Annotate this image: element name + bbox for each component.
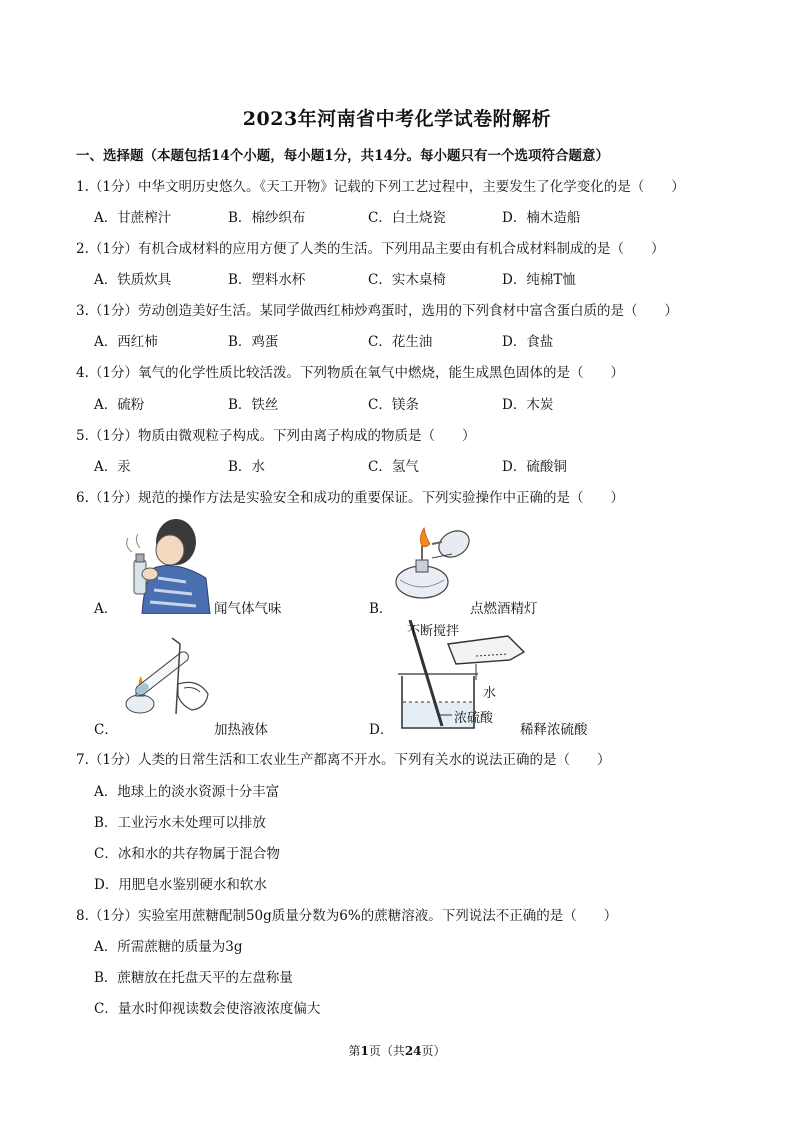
question-7-stem: 7.（1分）人类的日常生活和工农业生产都离不开水。下列有关水的说法正确的是（ ）	[76, 752, 611, 768]
question-3-stem: 3.（1分）劳动创造美好生活。某同学做西红柿炒鸡蛋时，选用的下列食材中富含蛋白质的是（ ）	[76, 303, 678, 319]
page-title: 2023年河南省中考化学试卷附解析	[242, 108, 552, 130]
option-a: A．所需蔗糖的质量为3g	[94, 939, 243, 955]
question-5-stem: 5.（1分）物质由微观粒子构成。下列由离子构成的物质是（ ）	[76, 428, 476, 444]
question-1-stem: 1.（1分）中华文明历史悠久。《天工开物》记载的下列工艺过程中，主要发生了化学变化的是（ ）	[76, 179, 685, 195]
option-b: B．蔗糖放在托盘天平的左盘称量	[94, 970, 293, 986]
smell-gas-illustration	[114, 508, 214, 614]
option-a: A．硫粉	[94, 397, 145, 413]
option-c: C．白土烧瓷	[368, 210, 446, 226]
option-c: C．实木桌椅	[368, 272, 446, 288]
option-c: C．氢气	[368, 459, 419, 475]
alcohol-lamp-illustration	[392, 518, 476, 604]
option-d: D．纯棉T恤	[502, 272, 576, 288]
question-6-stem: 6.（1分）规范的操作方法是实验安全和成功的重要保证。下列实验操作中正确的是（ ）	[76, 490, 624, 506]
option-b: B．棉纱织布	[228, 210, 306, 226]
option-d: D．用肥皂水鉴别硬水和软水	[94, 877, 267, 893]
option-c: C．量水时仰视读数会使溶液浓度偏大	[94, 1001, 321, 1017]
option-b: B．工业污水未处理可以排放	[94, 815, 266, 831]
option-a: A．甘蔗榨汁	[94, 210, 172, 226]
figure-b-caption: 点燃酒精灯	[470, 601, 538, 617]
question-8-stem: 8.（1分）实验室用蔗糖配制50g质量分数为6%的蔗糖溶液。下列说法不正确的是（ ）	[76, 908, 618, 924]
footer-page-number: 1	[360, 1044, 369, 1058]
option-c: C．花生油	[368, 334, 433, 350]
section-heading: 一、选择题（本题包括14个小题，每小题1分，共14分。每小题只有一个选项符合题意）	[76, 148, 609, 164]
option-b: B．塑料水杯	[228, 272, 306, 288]
option-d: D．楠木造船	[502, 210, 581, 226]
option-c: C．镁条	[368, 397, 419, 413]
option-c: C．冰和水的共存物属于混合物	[94, 846, 280, 862]
option-d: D．硫酸铜	[502, 459, 567, 475]
option-a: A．西红柿	[94, 334, 158, 350]
question-4-stem: 4.（1分）氧气的化学性质比较活泼。下列物质在氧气中燃烧，能生成黑色固体的是（ ）	[76, 365, 624, 381]
figure-d-water-label: 水	[483, 686, 497, 701]
page-footer	[0, 1042, 794, 1059]
figure-c-letter: C．	[94, 722, 118, 738]
figure-a-letter: A．	[94, 601, 118, 617]
option-a: A．铁质炊具	[94, 272, 172, 288]
option-a: A．地球上的淡水资源十分丰富	[94, 784, 280, 800]
option-d: D．食盐	[502, 334, 554, 350]
figure-d-caption: 稀释浓硫酸	[520, 722, 588, 738]
figure-d-letter: D．	[369, 722, 394, 738]
footer-mid: 页（共	[368, 1044, 405, 1058]
figure-a-caption: 闻气体气味	[214, 601, 282, 617]
figure-d-acid-label: 浓硫酸	[454, 711, 494, 726]
option-d: D．木炭	[502, 397, 554, 413]
question-2-stem: 2.（1分）有机合成材料的应用方便了人类的生活。下列用品主要由有机合成材料制成的是（ ）	[76, 241, 665, 257]
figure-d-stir-label: 不断搅拌	[407, 624, 460, 639]
figure-b-letter: B．	[369, 601, 393, 617]
footer-prefix: 第	[348, 1044, 361, 1058]
option-b: B．铁丝	[228, 397, 279, 413]
option-b: B．水	[228, 459, 265, 475]
footer-total-pages: 24	[404, 1044, 422, 1058]
footer-suffix: 页）	[421, 1044, 446, 1058]
option-a: A．汞	[94, 459, 131, 475]
figure-c-caption: 加热液体	[214, 722, 268, 738]
heating-liquid-illustration	[118, 634, 218, 720]
option-b: B．鸡蛋	[228, 334, 279, 350]
